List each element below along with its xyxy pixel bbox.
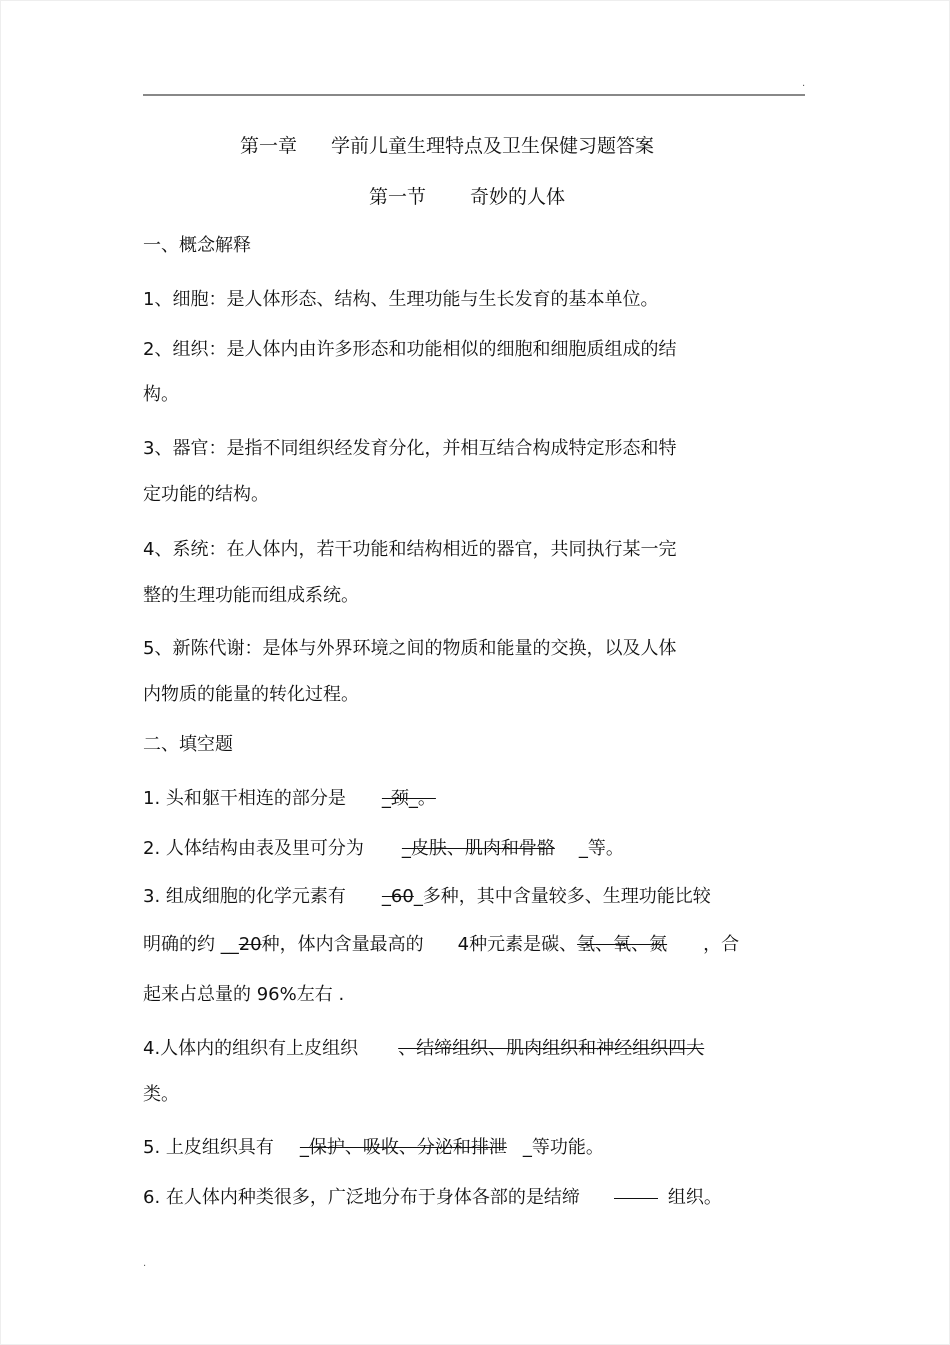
- question-5-tail: _等功能。: [522, 1137, 604, 1158]
- section-heading: [369, 185, 565, 209]
- question-3-cont: [143, 934, 739, 956]
- question-3-cont-end: ，合: [703, 934, 740, 955]
- footer-mark: .: [143, 1258, 147, 1269]
- definition-metabolism-cont: 内物质的能量的转化过程。: [143, 684, 359, 705]
- question-1-text: 1. 头和躯干相连的部分是: [143, 788, 346, 809]
- question-6: [143, 1187, 722, 1209]
- header-rule: [143, 94, 805, 96]
- question-3-tail: _多种，其中含量较多、生理功能比较: [413, 886, 711, 907]
- question-3-end: 起来占总量的 96%左右 .: [143, 984, 345, 1005]
- question-3: [143, 886, 711, 908]
- question-4-text: 4.人体内的组织有上皮组织: [143, 1038, 359, 1059]
- question-2-answer: _皮肤、肌肉和骨骼: [401, 838, 555, 859]
- question-5-answer: _保护、吸收、分泌和排泄: [299, 1137, 507, 1158]
- question-1-answer: _颈_。: [381, 788, 436, 809]
- definition-system-cont: 整的生理功能而组成系统。: [143, 585, 359, 606]
- chapter-title: 学前儿童生理特点及卫生保健习题答案: [331, 135, 655, 157]
- question-4-cont: 类。: [143, 1084, 179, 1105]
- corner-mark: .: [802, 78, 806, 89]
- definition-tissue-cont: 构。: [143, 384, 179, 405]
- part1-heading: 一、概念解释: [143, 235, 251, 256]
- question-2-tail: _等。: [578, 838, 624, 859]
- question-3-cont-tail: 种，体内含量最高的: [261, 934, 424, 955]
- definition-organ-cont: 定功能的结构。: [143, 484, 269, 505]
- definition-tissue: 2、组织：是人体内由许多形态和功能相似的细胞和细胞质组成的结: [143, 339, 677, 360]
- definition-organ: 3、器官：是指不同组织经发育分化，并相互结合构成特定形态和特: [143, 438, 677, 459]
- question-3-answer: _60: [381, 886, 414, 907]
- question-5-text: 5. 上皮组织具有: [143, 1137, 274, 1158]
- chapter-heading: [240, 134, 654, 158]
- question-4-answer: 、结缔组织、肌肉组织和神经组织四大: [398, 1038, 705, 1059]
- question-3-cont-text: 明确的约 __: [143, 934, 239, 955]
- question-1: [143, 788, 436, 810]
- question-6-text: 6. 在人体内种类很多，广泛地分布于身体各部的是结缔: [143, 1187, 580, 1208]
- question-4: [143, 1038, 704, 1060]
- section-title: 奇妙的人体: [470, 186, 566, 208]
- question-5: [143, 1137, 604, 1159]
- question-3-text: 3. 组成细胞的化学元素有: [143, 886, 346, 907]
- question-6-tail: 组织。: [667, 1187, 722, 1208]
- definition-system: 4、系统：在人体内，若干功能和结构相近的器官，共同执行某一完: [143, 539, 677, 560]
- chapter-number: 第一章: [240, 135, 298, 157]
- definition-metabolism: 5、新陈代谢：是体与外界环境之间的物质和能量的交换，以及人体: [143, 638, 677, 659]
- question-3-elements-answer: 氢、氧、氮: [577, 934, 668, 955]
- question-3-elements-lead: 4种元素是碳、: [457, 934, 578, 955]
- part2-heading: 二、填空题: [143, 734, 233, 755]
- question-2: [143, 838, 624, 860]
- section-number: 第一节: [369, 186, 427, 208]
- question-6-blank: [614, 1198, 658, 1199]
- question-2-text: 2. 人体结构由表及里可分为: [143, 838, 364, 859]
- definition-cell: 1、细胞：是人体形态、结构、生理功能与生长发育的基本单位。: [143, 289, 659, 310]
- question-3-count-answer: 20: [238, 934, 262, 955]
